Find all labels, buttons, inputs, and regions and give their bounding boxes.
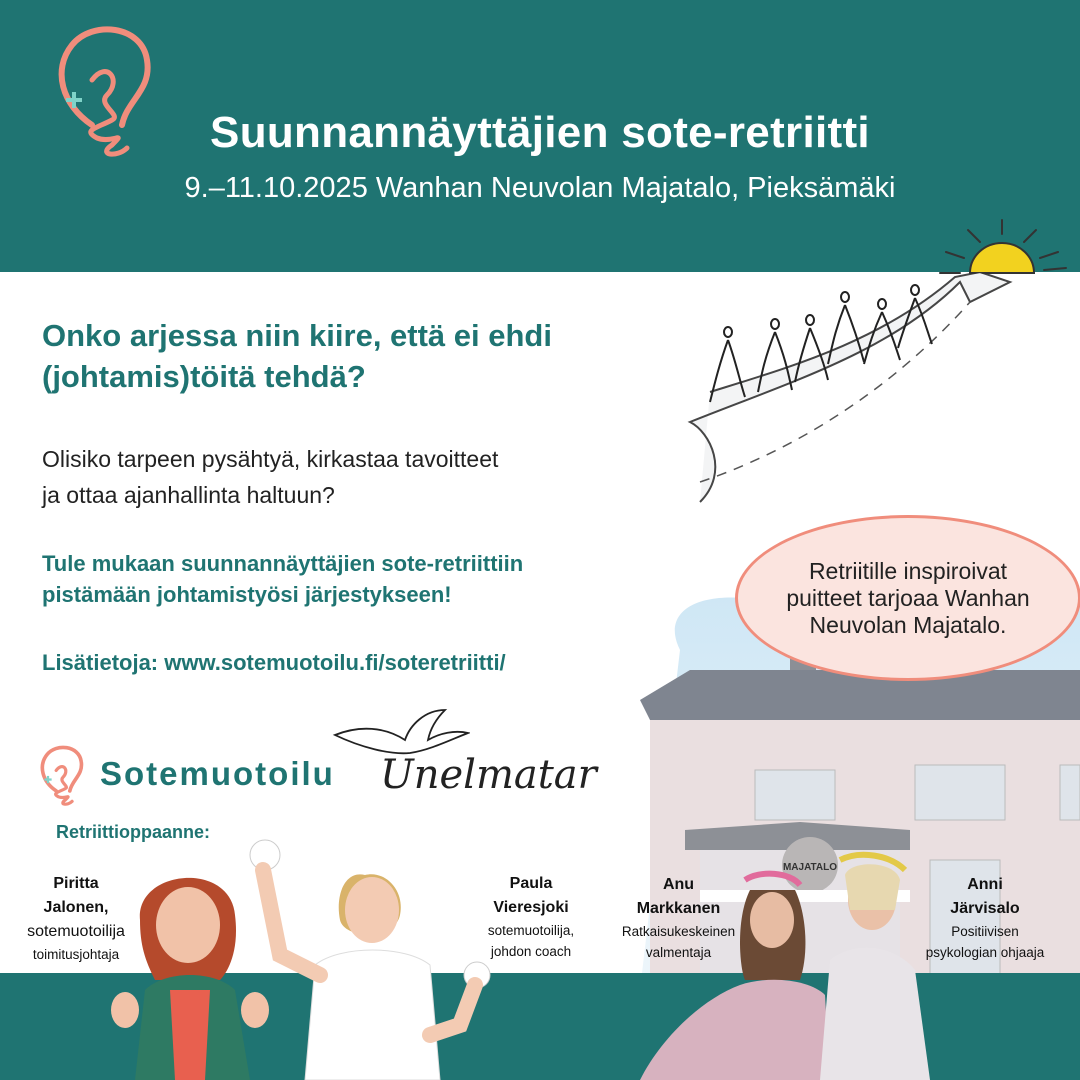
guide-name-line-1: Anu: [662, 876, 695, 893]
guide-card-anu: [606, 873, 751, 963]
cta-line-1: Tule mukaan suunnannäyttäjien sote-retriittiin: [42, 551, 524, 576]
guide-name-line-2: Jalonen,: [43, 899, 109, 916]
guides-heading: Retriittioppaanne:: [56, 822, 211, 842]
guide-role-line-1: Ratkaisukeskeinen: [621, 924, 736, 939]
guide-role-line-1: Positiivisen: [951, 924, 1019, 939]
guide-card-piritta: [6, 872, 146, 965]
house-sign-text: MAJATALO: [782, 862, 838, 873]
guide-role-line-2: psykologian ohjaaja: [925, 945, 1045, 960]
body-line-1: Olisiko tarpeen pysähtyä, kirkastaa tavoitteet: [42, 446, 499, 472]
more-info-link[interactable]: Lisätietoja: www.sotemuotoilu.fi/soteretriitti/: [42, 650, 506, 675]
guide-role-line-2: toimitusjohtaja: [32, 947, 120, 962]
headline-line-1: Onko arjessa niin kiire, että ei ehdi: [42, 318, 552, 353]
guide-card-paula: [470, 872, 592, 962]
guide-role-line-1: sotemuotoilija: [27, 923, 125, 940]
sun-icon: [930, 218, 1070, 278]
guide-photo-paula: [245, 835, 495, 1080]
event-subtitle: 9.–11.10.2025 Wanhan Neuvolan Majatalo, Pieksämäki: [184, 172, 896, 204]
bubble-text: Retriitille inspiroivat puitteet tarjoaa Wanhan Neuvolan Majatalo.: [786, 557, 1030, 638]
unelmatar-logo-text: Unelmatar: [380, 752, 597, 798]
headline-line-2: (johtamis)töitä tehdä?: [42, 359, 366, 394]
guide-card-anni: [905, 873, 1065, 963]
page-title: Suunnannäyttäjien sote-retriitti: [210, 108, 870, 157]
guide-role-line-2: valmentaja: [645, 945, 712, 960]
guide-name-line-1: Anni: [967, 876, 1003, 893]
body-line-2: ja ottaa ajanhallinta haltuun?: [42, 482, 335, 508]
venue-speech-bubble: [735, 515, 1080, 681]
sotemuotoilu-logo-icon: [38, 742, 88, 808]
guide-name-line-2: Vieresjoki: [493, 899, 569, 916]
figures-on-path-illustration: [670, 272, 1020, 512]
guide-name-line-2: Järvisalo: [950, 900, 1020, 917]
call-to-action: [42, 548, 682, 610]
sotemuotoilu-brand-name: Sotemuotoilu: [100, 755, 335, 792]
body-question: [42, 441, 642, 513]
guide-name-line-1: Paula: [509, 875, 553, 892]
guide-name-line-2: Markkanen: [636, 900, 721, 917]
guide-name-line-1: Piritta: [53, 875, 99, 892]
guide-role-line-2: johdon coach: [490, 944, 572, 959]
main-headline: [42, 315, 662, 397]
guide-role-line-1: sotemuotoilija,: [487, 923, 575, 938]
cta-line-2: pistämään johtamistyösi järjestykseen!: [42, 582, 452, 607]
